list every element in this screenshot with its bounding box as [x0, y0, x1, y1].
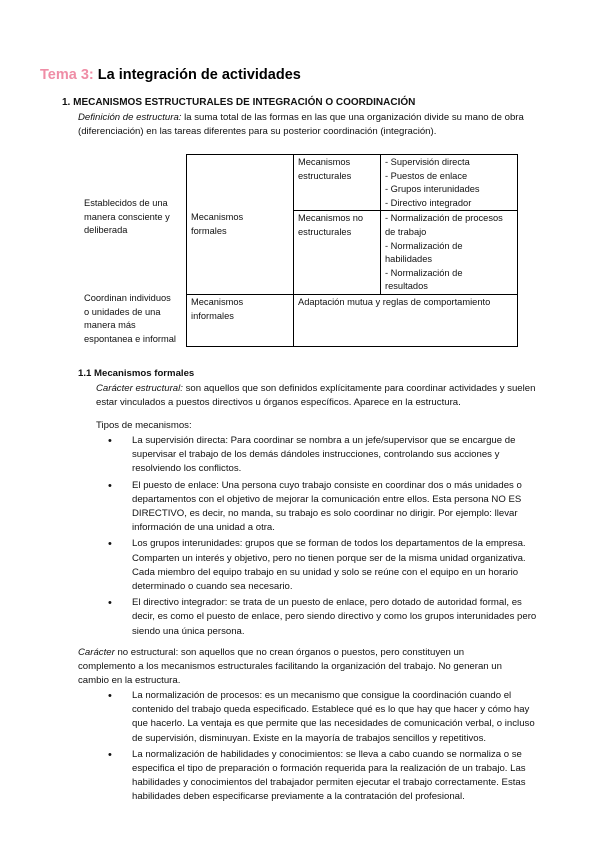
list-item-line: Los grupos interunidades: grupos que se forman de todos los departamentos de la empresa. [132, 538, 526, 550]
row2-left-line: Coordinan individuos [84, 293, 171, 303]
list-item-line: La supervisión directa: Para coordinar se nombra a un jefe/supervisor que se encargue de [132, 435, 516, 446]
nonstructural-label: Carácter [78, 647, 115, 658]
list-item-line: habilidades deben especificarse previamente a la contratación del profesional. [132, 791, 465, 803]
list-item [108, 689, 582, 746]
row2-right-cell [294, 294, 518, 346]
bullet-icon: • [108, 597, 112, 610]
nonstructural-text-line-1: no estructural: son aquellos que no crean órganos o puestos, pero constituyen un [114, 647, 465, 658]
row1-mid-line: Mecanismos [191, 212, 244, 223]
row2-left-line: manera más [84, 320, 136, 331]
row1-left-line: Establecidos de una [84, 198, 168, 208]
table-row [187, 294, 518, 346]
definition-label: Definición de estructura: [78, 112, 182, 123]
list-item-line: siendo una única persona. [132, 625, 245, 637]
list-item-line: Comparten un interés y objetivo, pero no tienen porque ser de la misma unidad organizativa. [132, 552, 526, 564]
list-item-line: especifica el tipo de preparación o formación requerida para la realización de un trabajo. Las [132, 763, 526, 775]
definition-paragraph [78, 111, 578, 139]
row1-left-label [84, 197, 184, 238]
row1-mid-line: formales [191, 225, 227, 236]
struct-label-cell [294, 155, 381, 211]
page-title [40, 66, 301, 84]
nostruct-item: - Normalización de [385, 240, 463, 251]
list-item-line: de supervisión, disminuyan. Existe en la mayoría de trabajos sencillos y repetitivos. [132, 732, 487, 744]
structural-text-line-2: estar vinculados a puestos directivos u órganos específicos. Aparece en la estructura. [96, 397, 461, 409]
list-item [108, 434, 582, 477]
nostruct-item: - Normalización de procesos [385, 213, 503, 224]
structural-paragraph [96, 382, 586, 410]
title-text: La integración de actividades [97, 67, 301, 83]
list-item [108, 479, 582, 536]
bullet-icon: • [108, 479, 112, 492]
list-item-line: DIRECTIVO, es decir, no manda, su trabajo es solo coordinar no dirigir. Por ejemplo: llevar [132, 508, 518, 520]
row2-left-line: o unidades de una [84, 306, 161, 317]
struct-item: - Directivo integrador [385, 197, 472, 208]
row1-left-line: deliberada [84, 225, 128, 236]
bullet-icon: • [108, 748, 112, 761]
list-item-line: La normalización de procesos: es un mecanismo que consigue la coordinación cuando el [132, 690, 512, 701]
nostruct-label-line: estructurales [298, 226, 352, 237]
list-item [108, 748, 582, 805]
struct-label-line: estructurales [298, 170, 352, 181]
structural-mechanisms-list [108, 434, 582, 641]
list-item-line: decir, es como el puesto de enlace, pero siendo directivo y como los grupos interunidades pero [132, 611, 537, 623]
structural-label: Carácter estructural: [96, 383, 183, 394]
list-item-line: información de una unidad a otra. [132, 522, 275, 534]
struct-items-cell [381, 155, 518, 211]
nostruct-item: resultados [385, 281, 428, 292]
bullet-icon: • [108, 538, 112, 551]
nostruct-label-line: Mecanismos no [298, 213, 364, 224]
list-item-line: contenido del trabajo queda especificado. Establece qué es lo que hay que hacer y cómo hay [132, 704, 530, 716]
nonstructural-mechanisms-list [108, 689, 582, 807]
list-item-line: El puesto de enlace: Una persona cuyo trabajo consiste en coordinar dos o más unidades o [132, 479, 522, 491]
list-item-line: habilidades y conocimientos del trabajador permiten ejecutar el trabajo correctamente. Estas [132, 777, 526, 789]
definition-text-line-1: la suma total de las formas en las que una organización divide su mano de obra [181, 112, 524, 123]
row1-left-line: manera consciente y [84, 211, 170, 222]
nonstructural-paragraph [78, 646, 583, 689]
list-item-line: que hacerlo. La ventaja es que permite que las necesidades de comunicación verbal, o incluso [132, 718, 535, 730]
list-item-line: El directivo integrador: se trata de un puesto de enlace, pero dotado de autoridad formal, es [132, 597, 522, 609]
list-item-line: Cada miembro del equipo trabajo en su unidad y solo se reúne con el equipo en un horario [132, 566, 519, 578]
struct-label-line: Mecanismos [298, 157, 351, 167]
list-item [108, 596, 582, 639]
bullet-icon: • [108, 690, 112, 702]
row2-mid-cell [187, 294, 294, 346]
title-prefix: Tema 3: [40, 67, 94, 83]
section-heading: 1. MECANISMOS ESTRUCTURALES DE INTEGRACIÓN O COORDINACIÓN [62, 97, 416, 108]
row2-left-label [84, 292, 194, 346]
row2-right-text: Adaptación mutua y reglas de comportamiento [298, 296, 491, 307]
nonstructural-text-line-3: cambio en la estructura. [78, 675, 181, 687]
struct-item: - Grupos interunidades [385, 184, 480, 195]
nonstructural-text-line-2: complemento a los mecanismos estructurales facilitando la organización del trabajo. No generan un [78, 661, 502, 673]
list-item-line: resolviendo los conflictos. [132, 463, 242, 475]
list-item-line: La normalización de habilidades y conocimientos: se lleva a cabo cuando se normaliza o se [132, 748, 522, 760]
subsection-heading: 1.1 Mecanismos formales [78, 368, 195, 379]
struct-item: - Puestos de enlace [385, 170, 468, 181]
nostruct-label-cell [294, 211, 381, 295]
nostruct-item: habilidades [385, 254, 433, 265]
struct-item: - Supervisión directa [385, 157, 470, 167]
table-row [187, 155, 518, 211]
row2-mid-line: informales [191, 310, 234, 321]
row2-mid-line: Mecanismos [191, 296, 244, 307]
list-item-line: determinado o cuando sea necesario. [132, 581, 293, 593]
bullet-icon: • [108, 435, 112, 447]
types-label: Tipos de mecanismos: [96, 420, 192, 431]
structural-text-line-1: son aquellos que son definidos explícitamente para coordinar actividades y suelen [182, 383, 536, 394]
mechanisms-table [186, 154, 518, 347]
nostruct-item: de trabajo [385, 226, 427, 237]
nostruct-items-cell [381, 211, 518, 295]
list-item [108, 537, 582, 594]
definition-text-line-2: (diferenciación) en las tareas diferentes para su posterior coordinación (integración). [78, 126, 437, 138]
row1-mid-cell [187, 155, 294, 295]
row2-left-line: espontanea e informal [84, 333, 176, 344]
list-item-line: departamentos con el objetivo de mejorar la comunicación entre ellos. Esta persona NO ES [132, 493, 522, 505]
nostruct-item: - Normalización de [385, 267, 463, 278]
list-item-line: supervisar el trabajo de los demás dándoles instrucciones, controlando sus acciones y [132, 449, 500, 461]
